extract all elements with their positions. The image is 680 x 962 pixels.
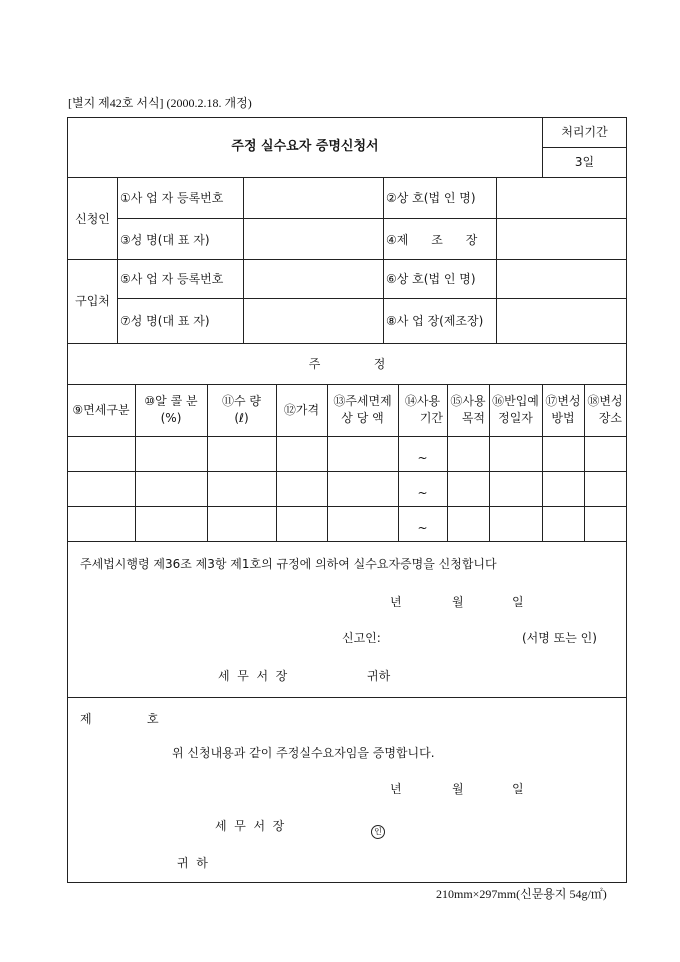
signature-or-seal-note: (서명 또는 인) [522, 631, 597, 645]
frame-left [67, 117, 68, 883]
col-alcohol-content: ⑩알 콜 분 (%) [144, 394, 198, 425]
cert-date-year: 년 [390, 782, 402, 796]
period-mark: ~ [417, 451, 428, 465]
buyer-representative-label: ⑦성 명(대 표 자) [120, 314, 210, 328]
col-denaturing-method: ⑰변성 방법 [545, 394, 581, 425]
col-quantity: ⑪수 량 (ℓ) [222, 394, 261, 425]
paper-spec-footer: 210mm×297mm(신문용지 54g/㎡) [436, 887, 607, 901]
date-month: 월 [452, 595, 464, 609]
form-number-header: [별지 제42호 서식] (2000.2.18. 개정) [68, 96, 252, 110]
col-usage-purpose: ⑮사용 목적 [450, 394, 486, 425]
cert-date-month: 월 [452, 782, 464, 796]
col-tax-exemption-type: ⑨면세구분 [72, 403, 130, 417]
buyer-business-site-label: ⑧사 업 장(제조장) [386, 314, 484, 328]
processing-period-label: 처리기간 [561, 125, 608, 139]
frame-right [626, 117, 627, 883]
certificate-number-suffix: 호 [147, 712, 159, 726]
col-price: ⑫가격 [283, 403, 320, 417]
buyer-section-label: 구입처 [75, 294, 110, 308]
col-scheduled-import-date: ⑯반입예 정일자 [492, 394, 539, 425]
period-mark: ~ [417, 486, 428, 500]
col-liquor-tax-exemption-amount: ⑬주세면제 상 당 액 [333, 394, 392, 425]
applicant-signature-label: 신고인: [342, 631, 381, 645]
form-title: 주정 실수요자 증명신청서 [231, 139, 379, 154]
applicant-representative-label: ③성 명(대 표 자) [120, 233, 210, 247]
ethanol-section-header: 주 정 [308, 357, 386, 371]
period-mark: ~ [417, 521, 428, 535]
col-denaturing-place: ⑱변성 장소 [587, 394, 623, 425]
cert-date-day: 일 [512, 782, 524, 796]
applicant-business-reg-label: ①사 업 자 등록번호 [120, 191, 224, 205]
application-statement: 주세법시행령 제36조 제3항 제1호의 규정에 의하여 실수요자증명을 신청합니다 [80, 557, 497, 571]
certificate-statement: 위 신청내용과 같이 주정실수요자임을 증명합니다. [172, 746, 435, 760]
certificate-number-label: 제 [80, 712, 92, 726]
cert-addressee: 귀 하 [177, 856, 208, 870]
applicant-trade-name-label: ②상 호(법 인 명) [386, 191, 476, 205]
official-seal-icon: 인 [371, 825, 385, 839]
date-day: 일 [512, 595, 524, 609]
tax-office-head: 세 무 서 장 [218, 669, 288, 683]
col-usage-period: ⑭사용 기간 [404, 394, 443, 425]
date-year: 년 [390, 595, 402, 609]
applicant-section-label: 신청인 [75, 212, 110, 226]
frame-top [67, 117, 627, 118]
buyer-trade-name-label: ⑥상 호(법 인 명) [386, 272, 476, 286]
addressee-honorific: 귀하 [367, 669, 391, 683]
processing-period-value: 3일 [574, 155, 595, 169]
buyer-business-reg-label: ⑤사 업 자 등록번호 [120, 272, 224, 286]
applicant-factory-label: ④제 조 장 [386, 233, 478, 247]
cert-tax-office-head: 세 무 서 장 [215, 819, 285, 833]
frame-bottom [67, 882, 627, 883]
